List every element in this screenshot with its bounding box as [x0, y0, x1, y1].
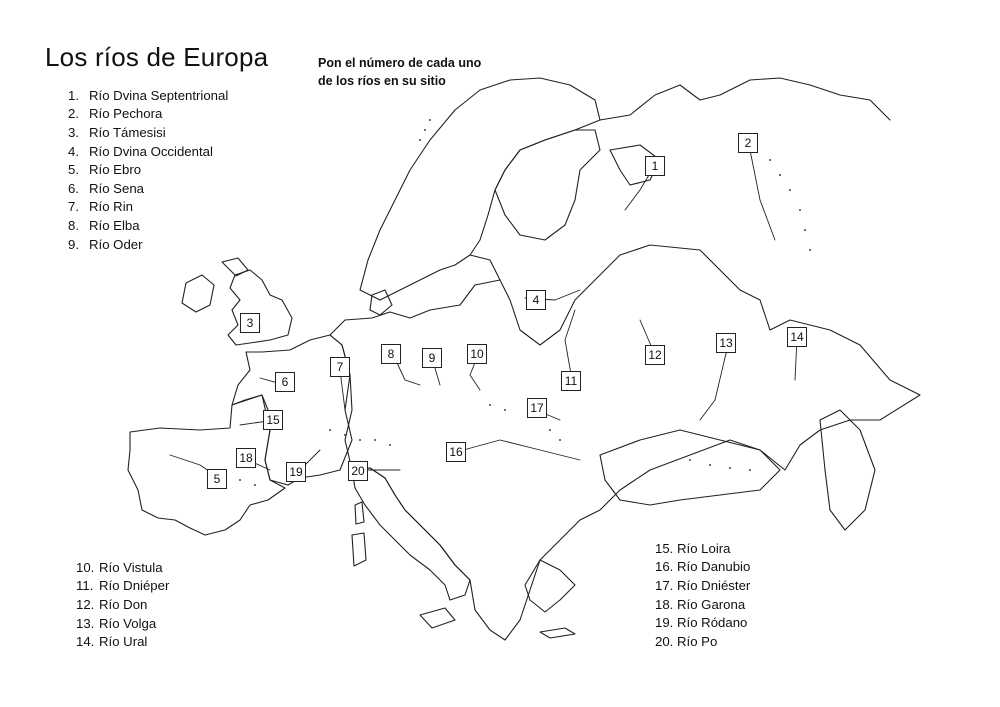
list-item: [68, 86, 228, 105]
item-name: Río Rin: [89, 199, 133, 215]
greece: [525, 560, 575, 612]
item-name: Río Ebro: [89, 162, 142, 178]
sicily: [420, 608, 455, 628]
river-list-10-14: [76, 558, 169, 651]
list-item: [655, 595, 750, 614]
map-badge-14[interactable]: 14: [787, 327, 807, 347]
item-name: Río Volga: [99, 615, 157, 631]
list-item: [68, 123, 228, 142]
item-name: Río Támesisi: [89, 124, 166, 140]
map-badge-1[interactable]: 1: [645, 156, 665, 176]
list-item: [68, 105, 228, 124]
item-name: Río Ródano: [677, 615, 748, 631]
list-item: [76, 577, 169, 596]
map-badge-7[interactable]: 7: [330, 357, 350, 377]
italy-coast: [352, 468, 470, 600]
item-name: Río Vistula: [99, 559, 163, 575]
map-badge-10[interactable]: 10: [467, 344, 487, 364]
instruction-text: [318, 54, 518, 90]
item-number: 4.: [68, 143, 79, 159]
baltic-coast: [470, 255, 500, 280]
item-name: Río Elba: [89, 217, 140, 233]
list-item: [68, 198, 228, 217]
list-item: [68, 160, 228, 179]
britain-coast: [228, 270, 292, 345]
item-name: Río Dniéster: [677, 577, 751, 593]
item-number: 13.: [76, 615, 95, 631]
item-number: 14.: [76, 634, 95, 650]
list-item: [655, 576, 750, 595]
river-lines: [170, 150, 797, 480]
item-number: 12.: [76, 596, 95, 612]
list-item: [76, 595, 169, 614]
item-name: Río Don: [99, 596, 148, 612]
item-name: Río Po: [677, 633, 718, 649]
finland-coast: [495, 130, 600, 240]
list-item: [76, 558, 169, 577]
map-badge-13[interactable]: 13: [716, 333, 736, 353]
map-badge-17[interactable]: 17: [527, 398, 547, 418]
black-sea: [600, 430, 780, 505]
crete: [540, 628, 575, 638]
caspian-sea: [820, 410, 875, 530]
map-badge-15[interactable]: 15: [263, 410, 283, 430]
item-name: Río Danubio: [677, 559, 751, 575]
list-item: [68, 142, 228, 161]
map-badge-20[interactable]: 20: [348, 461, 368, 481]
item-name: Río Dniéper: [99, 578, 170, 594]
map-badge-3[interactable]: 3: [240, 313, 260, 333]
map-badge-9[interactable]: 9: [422, 348, 442, 368]
britain-north: [222, 258, 248, 276]
item-number: 10.: [76, 559, 95, 575]
map-badge-16[interactable]: 16: [446, 442, 466, 462]
item-number: 8.: [68, 217, 79, 233]
item-number: 20.: [655, 633, 674, 649]
item-number: 17.: [655, 577, 674, 593]
map-badge-11[interactable]: 11: [561, 371, 581, 391]
item-number: 2.: [68, 106, 79, 122]
map-badge-8[interactable]: 8: [381, 344, 401, 364]
item-number: 1.: [68, 87, 79, 103]
page-title: Los ríos de Europa: [45, 42, 269, 72]
item-name: Río Dvina Occidental: [89, 143, 213, 159]
list-item: [68, 179, 228, 198]
item-number: 19.: [655, 615, 674, 631]
item-name: Río Pechora: [89, 106, 163, 122]
list-item: [68, 216, 228, 235]
item-name: Río Garona: [677, 596, 746, 612]
scandinavia-coast: [360, 78, 600, 300]
item-number: 3.: [68, 124, 79, 140]
instruction-line-2: de los ríos en su sitio: [318, 74, 446, 88]
item-name: Río Oder: [89, 236, 143, 252]
map-badge-4[interactable]: 4: [526, 290, 546, 310]
river-list-15-20: [655, 539, 750, 651]
list-item: [655, 613, 750, 632]
map-badge-2[interactable]: 2: [738, 133, 758, 153]
item-number: 18.: [655, 596, 674, 612]
item-name: Río Sena: [89, 180, 144, 196]
item-name: Río Ural: [99, 634, 148, 650]
item-number: 6.: [68, 180, 79, 196]
map-badge-18[interactable]: 18: [236, 448, 256, 468]
item-number: 15.: [655, 540, 674, 556]
russia-north-coast: [600, 78, 890, 120]
list-item: [68, 235, 228, 254]
item-number: 16.: [655, 559, 674, 575]
map-badge-6[interactable]: 6: [275, 372, 295, 392]
instruction-line-1: Pon el número de cada uno: [318, 56, 482, 70]
list-item: [655, 558, 750, 577]
list-item: [655, 539, 750, 558]
central-europe: [330, 245, 920, 640]
river-list-1-9: [68, 86, 228, 253]
corsica: [355, 502, 364, 524]
map-badge-12[interactable]: 12: [645, 345, 665, 365]
map-badge-19[interactable]: 19: [286, 462, 306, 482]
denmark: [370, 290, 392, 315]
item-number: 7.: [68, 199, 79, 215]
item-number: 9.: [68, 236, 79, 252]
list-item: [76, 632, 169, 651]
item-name: Río Dvina Septentrional: [89, 87, 229, 103]
iberia-coast: [128, 395, 285, 535]
list-item: [76, 614, 169, 633]
map-badge-5[interactable]: 5: [207, 469, 227, 489]
list-item: [655, 632, 750, 651]
item-name: Río Loira: [677, 540, 731, 556]
item-number: 11.: [76, 578, 94, 594]
item-number: 5.: [68, 162, 79, 178]
ireland-coast: [182, 275, 214, 312]
sardinia: [352, 533, 366, 566]
